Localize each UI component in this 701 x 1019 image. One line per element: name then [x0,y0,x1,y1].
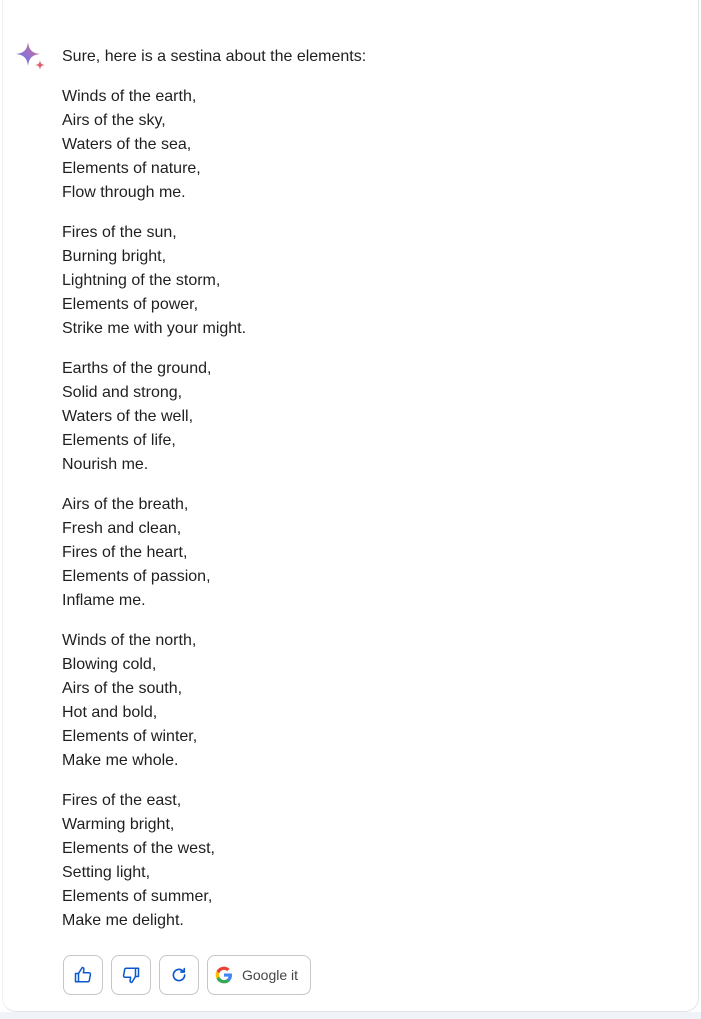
sparkle-icon [14,40,48,74]
poem-stanza [62,85,246,205]
thumbs-down-button[interactable] [111,955,151,995]
poem-line: Airs of the south, [62,680,183,697]
poem-line: Elements of the west, [62,840,215,857]
poem-line: Blowing cold, [62,656,157,673]
poem-line: Airs of the breath, [62,496,189,513]
poem-line: Elements of nature, [62,160,201,177]
poem-line: Burning bright, [62,248,167,265]
google-it-button[interactable] [207,955,311,995]
poem-line: Setting light, [62,864,151,881]
poem-line: Elements of power, [62,296,199,313]
poem-stanza [62,493,246,613]
poem-line: Fires of the heart, [62,544,188,561]
poem [62,85,246,949]
poem-line: Warming bright, [62,816,175,833]
google-it-label: Google it [242,967,299,983]
google-logo-icon [214,965,234,985]
poem-line: Elements of passion, [62,568,211,585]
poem-stanza [62,357,246,477]
poem-line: Lightning of the storm, [62,272,221,289]
poem-line: Waters of the well, [62,408,194,425]
poem-line: Nourish me. [62,456,149,473]
poem-stanza [62,221,246,341]
poem-line: Elements of summer, [62,888,213,905]
poem-line: Airs of the sky, [62,112,166,129]
thumbs-up-button[interactable] [63,955,103,995]
thumbs-down-icon [122,966,140,984]
poem-line: Make me whole. [62,752,179,769]
poem-line: Make me delight. [62,912,184,929]
poem-line: Hot and bold, [62,704,158,721]
poem-line: Waters of the sea, [62,136,192,153]
response-intro: Sure, here is a sestina about the elements: [62,48,367,65]
poem-line: Flow through me. [62,184,186,201]
refresh-icon [170,966,188,984]
poem-line: Winds of the north, [62,632,197,649]
poem-line: Elements of winter, [62,728,198,745]
poem-line: Fires of the sun, [62,224,177,241]
bottom-divider [0,1012,701,1019]
poem-line: Earths of the ground, [62,360,212,377]
poem-line: Strike me with your might. [62,320,247,337]
thumbs-up-icon [74,966,92,984]
poem-line: Elements of life, [62,432,176,449]
poem-line: Solid and strong, [62,384,183,401]
poem-line: Fires of the east, [62,792,182,809]
poem-line: Inflame me. [62,592,146,609]
poem-stanza [62,629,246,773]
regenerate-button[interactable] [159,955,199,995]
poem-line: Fresh and clean, [62,520,182,537]
response-actions [63,955,311,995]
poem-stanza [62,789,246,933]
poem-line: Winds of the earth, [62,88,197,105]
